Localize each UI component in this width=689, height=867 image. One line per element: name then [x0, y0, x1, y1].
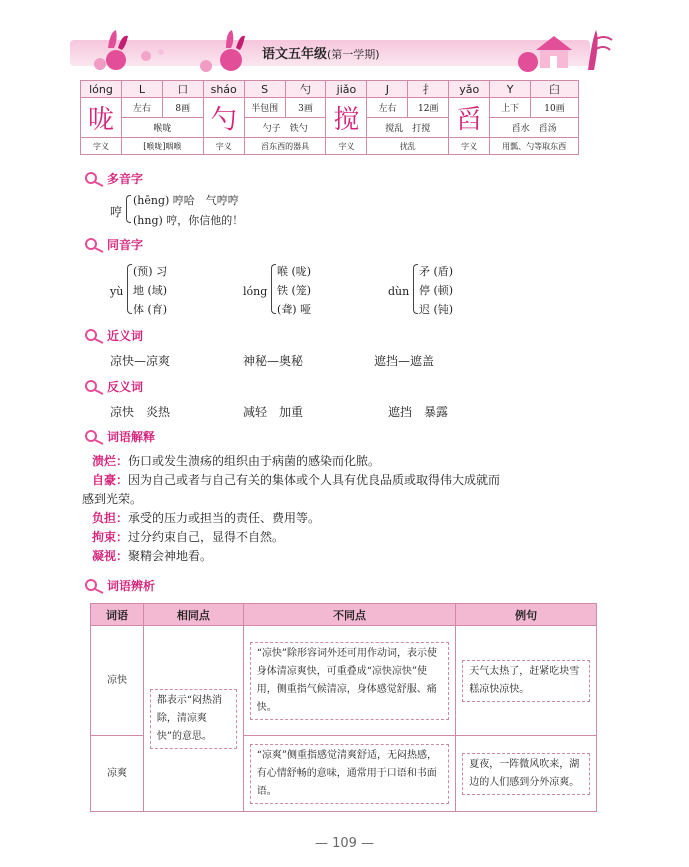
polyphone-heading: 多音字 — [84, 170, 143, 187]
explain-text: 承受的压力或担当的责任、费用等。 — [128, 511, 321, 525]
example-text: 夏夜，一阵微风吹来，湖边的人们感到分外凉爽。 — [462, 753, 590, 795]
example-cell — [456, 736, 597, 812]
big-character: 舀 — [449, 98, 490, 138]
explain-heading: 词语解释 — [84, 428, 155, 445]
explain-item — [92, 509, 602, 528]
explain-term: 自豪： — [92, 473, 129, 487]
pinyin-cell: yǎo — [449, 81, 490, 98]
homophone-pinyin: lóng — [243, 285, 268, 298]
meaning-row — [81, 138, 579, 155]
structure-cell: 半包围 — [244, 98, 285, 118]
polyphone-line: (hēng) 哼哈 气哼哼 — [133, 194, 239, 207]
homophone-heading: 同音字 — [84, 236, 143, 253]
magnifier-icon — [84, 171, 104, 187]
initial-cell: S — [244, 81, 285, 98]
homophone-item: (预) 习 — [133, 265, 168, 278]
polyphone-line: (hng) 哼，你信他的！ — [133, 214, 244, 227]
antonym-pair: 遮挡 暴露 — [388, 405, 449, 419]
explain-item — [92, 452, 602, 471]
explain-text: 伤口或发生溃疡的组织由于病菌的感染而化脓。 — [128, 454, 381, 468]
synonym-pair: 神秘—奥秘 — [243, 354, 304, 368]
structure-cell: 左右 — [121, 98, 162, 118]
pinyin-cell: lóng — [81, 81, 122, 98]
initial-cell: L — [121, 81, 162, 98]
radical-cell: 臼 — [531, 81, 579, 98]
magnifier-icon — [84, 237, 104, 253]
antonym-pair: 减轻 加重 — [243, 405, 304, 419]
diff-cell — [243, 736, 456, 812]
diff-cell — [243, 626, 456, 736]
diff-text: “凉爽”侧重指感觉清爽舒适，无闷热感，有心情舒畅的意味，通常用于口语和书面语。 — [250, 744, 450, 804]
house-decoration-icon — [510, 26, 620, 80]
big-character: 勺 — [203, 98, 244, 138]
explain-term: 溃烂： — [92, 454, 129, 468]
radical-cell: 勺 — [285, 81, 326, 98]
magnifier-icon — [84, 379, 104, 395]
homophone-item: 喉 (咙) — [277, 265, 312, 278]
pinyin-cell: sháo — [203, 81, 244, 98]
stroke-count-cell: 10画 — [531, 98, 579, 118]
example-text: 天气太热了，赶紧吃块雪糕凉快凉快。 — [462, 660, 590, 702]
column-header: 词语 — [91, 604, 144, 626]
word-cell: 凉快 — [91, 626, 144, 736]
column-header: 例句 — [456, 604, 597, 626]
meaning-cell: 扰乱 — [367, 138, 449, 155]
meaning-cell: [喉咙]咽喉 — [121, 138, 203, 155]
meaning-label: 字义 — [81, 138, 122, 155]
antonym-heading: 反义词 — [84, 378, 143, 395]
words-cell: 喉咙 — [121, 118, 203, 138]
page-header — [70, 26, 590, 76]
comparison-row — [91, 626, 597, 736]
explain-term: 负担： — [92, 511, 129, 525]
antonym-pair: 凉快 炎热 — [110, 405, 171, 419]
explain-text: 因为自己或者与自己有关的集体或个人具有优良品质或取得伟大成就而 — [128, 473, 501, 487]
meaning-cell: 用瓢、勺等取东西 — [490, 138, 579, 155]
meaning-label: 字义 — [449, 138, 490, 155]
pinyin-cell: jiǎo — [326, 81, 367, 98]
word-cell: 凉爽 — [91, 736, 144, 812]
words-cell: 搅乱 打搅 — [367, 118, 449, 138]
discrim-heading: 词语辨析 — [84, 577, 155, 594]
homophone-item: 铁 (笼) — [277, 284, 312, 297]
homophone-pinyin: yù — [110, 285, 124, 298]
radical-cell: 扌 — [408, 81, 449, 98]
synonym-pair: 遮挡—遮盖 — [374, 354, 435, 368]
meaning-cell: 舀东西的器具 — [244, 138, 326, 155]
homophone-pinyin: dùn — [388, 285, 410, 298]
structure-cell: 左右 — [367, 98, 408, 118]
big-character: 搅 — [326, 98, 367, 138]
synonym-pair: 凉快—凉爽 — [110, 354, 171, 368]
polyphone-char: 哼 — [110, 205, 123, 219]
magnifier-icon — [84, 578, 104, 594]
initial-cell: Y — [490, 81, 531, 98]
explain-text: 过分约束自己，显得不自然。 — [128, 530, 285, 544]
header-title: 语文五年级(第一学期) — [262, 47, 380, 62]
same-cell — [143, 626, 243, 812]
explain-term: 凝视： — [92, 549, 129, 563]
stroke-count-cell: 8画 — [162, 98, 203, 118]
explain-text: 聚精会神地看。 — [128, 549, 213, 563]
homophone-item: 矛 (盾) — [419, 265, 454, 278]
words-cell: 勺子 铁勺 — [244, 118, 326, 138]
example-cell — [456, 626, 597, 736]
character-table — [80, 80, 579, 155]
brace — [127, 264, 132, 314]
pinyin-row — [81, 81, 579, 98]
column-header: 不同点 — [243, 604, 456, 626]
meaning-label: 字义 — [203, 138, 244, 155]
words-cell: 舀水 舀汤 — [490, 118, 579, 138]
same-text: 都表示“闷热消除，清凉爽快”的意思。 — [150, 689, 237, 749]
radical-cell: 口 — [162, 81, 203, 98]
stroke-count-cell: 12画 — [408, 98, 449, 118]
magnifier-icon — [84, 429, 104, 445]
initial-cell: J — [367, 81, 408, 98]
explain-item — [92, 528, 602, 547]
comparison-header-row — [91, 604, 597, 626]
column-header: 相同点 — [143, 604, 243, 626]
brace — [271, 264, 276, 314]
stroke-count-cell: 3画 — [285, 98, 326, 118]
explain-item — [92, 471, 602, 490]
explain-list — [82, 452, 602, 566]
magnifier-icon — [84, 328, 104, 344]
explain-text-continued: 感到光荣。 — [82, 492, 143, 506]
brace — [413, 264, 418, 314]
explain-item — [92, 547, 602, 566]
homophone-item: 停 (顿) — [419, 284, 454, 297]
explain-term: 拘束： — [92, 530, 129, 544]
homophone-item: 迟 (钝) — [419, 303, 454, 316]
comparison-table — [90, 603, 597, 812]
homophone-item: 体 (育) — [133, 303, 168, 316]
meaning-label: 字义 — [326, 138, 367, 155]
synonym-heading: 近义词 — [84, 327, 143, 344]
bunny-decoration-icon — [86, 26, 246, 74]
structure-row — [81, 98, 579, 118]
homophone-item: 地 (域) — [133, 284, 168, 297]
big-character: 咙 — [81, 98, 122, 138]
page-number: — 109 — — [314, 836, 375, 851]
diff-text: “凉快”除形容词外还可用作动词，表示使身体清凉爽快，可重叠成“凉快凉快”使用，侧重指气候清凉，身体感觉舒服、痛快。 — [250, 642, 450, 720]
brace — [126, 195, 131, 223]
structure-cell: 上下 — [490, 98, 531, 118]
homophone-item: (聋) 哑 — [277, 303, 312, 316]
